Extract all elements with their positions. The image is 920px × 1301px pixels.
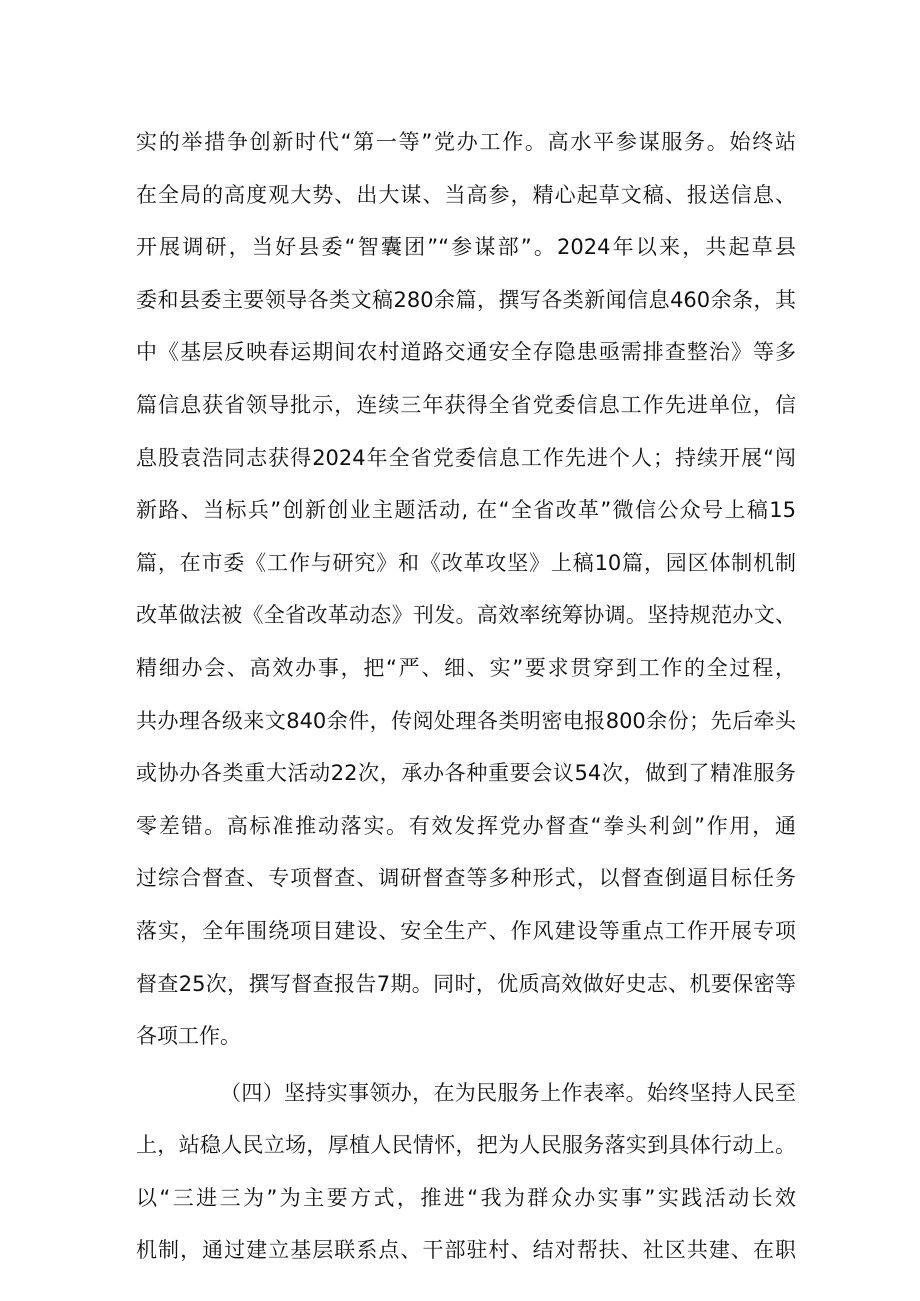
- text-line: 在全局的高度观大势、出大谋、当高参，精心起草文稿、报送信息、: [136, 182, 796, 207]
- text-line: 以“三进三为”为主要方式，推进“我为群众办实事”实践活动长效: [136, 1185, 796, 1210]
- text-line: 或协办各类重大活动22次，承办各种重要会议54次，做到了精准服务: [136, 761, 796, 786]
- text-line: 督查25次，撰写督查报告7期。同时，优质高效做好史志、机要保密等: [136, 971, 796, 996]
- text-line: 各项工作。: [136, 1024, 241, 1049]
- text-line: 落实，全年围绕项目建设、安全生产、作风建设等重点工作开展专项: [136, 918, 796, 943]
- text-line: 改革做法被《全省改革动态》刊发。高效率统筹协调。坚持规范办文、: [136, 603, 796, 628]
- text-line: 篇，在市委《工作与研究》和《改革攻坚》上稿10篇，园区体制机制: [136, 550, 796, 575]
- body-text: [136, 116, 796, 1277]
- text-line: 精细办会、高效办事，把“严、细、实”要求贯穿到工作的全过程，: [136, 655, 796, 680]
- paragraph-2: [136, 1067, 796, 1277]
- text-line: 共办理各级来文840余件，传阅处理各类明密电报800余份；先后牵头: [136, 708, 796, 733]
- text-line: 息股袁浩同志获得2024年全省党委信息工作先进个人；持续开展“闯: [136, 445, 796, 470]
- text-line: 新路、当标兵”创新创业主题活动, 在“全省改革”微信公众号上稿15: [136, 498, 796, 523]
- text-line: 中《基层反映春运期间农村道路交通安全存隐患亟需排查整治》等多: [136, 340, 796, 365]
- text-line: 委和县委主要领导各类文稿280余篇，撰写各类新闻信息460余条，其: [136, 287, 796, 312]
- text-line: 开展调研，当好县委“智囊团”“参谋部”。2024年以来，共起草县: [136, 235, 796, 260]
- text-line: 实的举措争创新时代“第一等”党办工作。高水平参谋服务。始终站: [136, 130, 796, 154]
- text-line: 上，站稳人民立场，厚植人民情怀，把为人民服务落实到具体行动上。: [136, 1133, 796, 1158]
- text-line: （四）坚持实事领办，在为民服务上作表率。始终坚持人民至: [220, 1080, 796, 1105]
- text-line: 篇信息获省领导批示，连续三年获得全省党委信息工作先进单位，信: [136, 392, 796, 417]
- text-line: 过综合督查、专项督查、调研督查等多种形式，以督查倒逼目标任务: [136, 866, 796, 891]
- paragraph-1: [136, 116, 796, 1063]
- text-line: 机制，通过建立基层联系点、干部驻村、结对帮扶、社区共建、在职: [136, 1238, 796, 1263]
- text-line: 零差错。高标准推动落实。有效发挥党办督查“拳头利剑”作用，通: [136, 813, 796, 838]
